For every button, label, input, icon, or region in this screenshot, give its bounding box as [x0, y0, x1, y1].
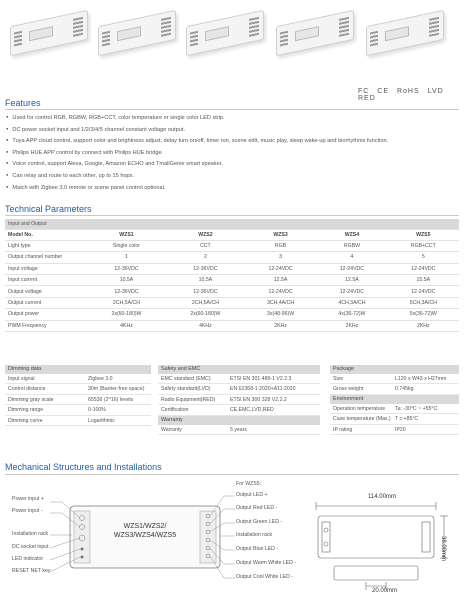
table-cell: 3: [245, 252, 316, 263]
product-image: [186, 10, 264, 57]
table-cell: 12-24VDC: [388, 286, 459, 297]
table-row: [5, 320, 459, 331]
table-cell: 15.5A: [388, 275, 459, 286]
table-row: [5, 263, 459, 274]
spec-row: [5, 395, 151, 405]
safety-box: [158, 365, 320, 435]
table-cell: 12-24VDC: [245, 286, 316, 297]
table-cell: 12-24VDC: [316, 263, 387, 274]
table-row: [5, 240, 459, 251]
table-cell: 12.5A: [245, 275, 316, 286]
table-cell: Light type: [5, 240, 87, 251]
diagram-label: Installation rack: [236, 532, 273, 538]
features-heading: Features: [5, 98, 41, 108]
spec-row: [330, 384, 459, 394]
table-row: [5, 309, 459, 320]
spec-value: 0-100%: [88, 407, 106, 414]
feature-item: ● Used for control RGB, RGBW, RGB+CCT, color temperature or single color LED strip.: [6, 112, 458, 124]
io-header: Input and Output: [5, 219, 459, 229]
spec-label: Gross weight: [333, 386, 364, 393]
spec-label: Dimming range: [8, 407, 44, 414]
table-cell: 12-24VDC: [245, 263, 316, 274]
diagram-device-label: WZS1/WZS2/ WZS3/WZS4/WZS5: [113, 523, 177, 539]
diagram-label: LED indicator: [12, 556, 44, 562]
column-header: WZS4: [316, 229, 387, 240]
spec-row: [5, 374, 151, 384]
spec-row: [330, 404, 459, 414]
table-cell: 5: [388, 252, 459, 263]
feature-item: ● Can relay and route to each other, up to 15 hops.: [6, 170, 458, 182]
feature-item: ● DC power socket input and 1/2/3/4/5 channel constant voltage output.: [6, 124, 458, 136]
table-cell: 4KHz: [166, 320, 245, 331]
certification-icons: [358, 88, 464, 102]
dimension-small: 20.00mm: [372, 588, 398, 594]
spec-label: Dimming curve: [8, 417, 43, 424]
column-header: Model No.: [5, 229, 87, 240]
diagram-header: For WZS5:: [236, 481, 262, 487]
table-cell: 12-24VDC: [316, 286, 387, 297]
dimension-length: 114.00mm: [368, 494, 396, 500]
column-header: WZS5: [388, 229, 459, 240]
table-cell: 2KHz: [245, 320, 316, 331]
table-cell: 10.5A: [166, 275, 245, 286]
table-cell: 4x(36-72)W: [316, 309, 387, 320]
spec-value: 30m (Barrier-free space): [88, 386, 145, 393]
table-cell: 2KHz: [316, 320, 387, 331]
table-cell: 12.5A: [316, 275, 387, 286]
divider: [5, 215, 459, 216]
table-cell: 3x(48-96)W: [245, 309, 316, 320]
spec-value: CE,EMC,LVD,RED: [230, 407, 274, 414]
spec-value: 5 years: [230, 426, 248, 433]
spec-row: [158, 395, 320, 405]
diagram-label: Output Red LED -: [236, 505, 278, 511]
table-cell: 1: [87, 252, 166, 263]
diagram-label: RESET NET key: [12, 568, 51, 574]
table-cell: Single color: [87, 240, 166, 251]
table-cell: 2x(60-180)W: [166, 309, 245, 320]
technical-heading: Technical Parameters: [5, 204, 92, 214]
table-cell: Input voltage: [5, 263, 87, 274]
table-row: [5, 252, 459, 263]
spec-value: T c:+85°C: [395, 416, 419, 423]
table-cell: 2KHz: [388, 320, 459, 331]
spec-row: [158, 405, 320, 415]
table-cell: RGBW: [316, 240, 387, 251]
spec-row: [158, 374, 320, 384]
rohs-icon: RoHS: [396, 88, 420, 95]
divider: [5, 474, 459, 475]
spec-row: [158, 425, 320, 435]
diagram-label: Power input +: [12, 496, 44, 502]
warranty-heading: Warranty: [158, 416, 320, 425]
dimension-drawing: [308, 496, 462, 596]
feature-item: ● Match with Zigbee 3.0 remote or scene panel control optional.: [6, 182, 458, 194]
table-cell: RGB: [245, 240, 316, 251]
table-cell: PWM Frequency: [5, 320, 87, 331]
table-cell: Output current: [5, 297, 87, 308]
table-cell: 12-36VDC: [87, 286, 166, 297]
table-cell: 2x(60-180)W: [87, 309, 166, 320]
spec-label: Control distance: [8, 386, 46, 393]
package-box: [330, 365, 459, 435]
diagram-label: Output Green LED -: [236, 519, 283, 525]
feature-item: ● Tuya APP cloud control, support color and brightness adjust, delay turn on/off, timer run, scene edit, music play, sleep wake-up and biorhythms function.: [6, 135, 458, 147]
product-gallery: [0, 0, 464, 80]
spec-label: Size: [333, 376, 344, 382]
table-cell: 2CH,5A/CH: [166, 297, 245, 308]
table-cell: 5x(36-72)W: [388, 309, 459, 320]
table-cell: Output channel number: [5, 252, 87, 263]
diagram-label: Output Warm White LED -: [236, 560, 297, 566]
table-cell: 12-36VDC: [87, 263, 166, 274]
dimension-height: 38.00mm: [440, 536, 446, 562]
spec-value: Ta: -30°C ~ +55°C: [395, 405, 438, 412]
table-cell: RGB+CCT: [388, 240, 459, 251]
dimming-heading: Dimming data: [5, 365, 151, 374]
spec-label: Safety standard(LVD): [161, 386, 211, 393]
spec-label: Certification: [161, 407, 189, 414]
table-cell: CCT: [166, 240, 245, 251]
spec-value: Zigbee 3.0: [88, 376, 113, 382]
spec-value: ETSI EN 301 489-1 V2.2.3: [230, 376, 292, 382]
table-cell: 3CH,4A/CH: [245, 297, 316, 308]
table-cell: Input current: [5, 275, 87, 286]
spec-label: Dimming gray scale: [8, 396, 54, 403]
spec-row: [5, 384, 151, 394]
table-cell: 5CH,3A/CH: [388, 297, 459, 308]
spec-value: ETSI EN 300 328 V2.2.2: [230, 396, 287, 403]
diagram-label: Output Cool White LED -: [236, 574, 294, 580]
table-cell: 4KHz: [87, 320, 166, 331]
product-image: [366, 10, 444, 57]
spec-value: IP20: [395, 426, 406, 433]
diagram-label: Power input -: [12, 508, 43, 514]
table-row: [5, 286, 459, 297]
features-list: [6, 112, 458, 193]
spec-row: [330, 425, 459, 435]
table-cell: 10.5A: [87, 275, 166, 286]
spec-label: IP rating: [333, 426, 353, 433]
lvd-icon: LVD: [427, 88, 444, 95]
feature-item: ● Philips HUE APP control by connect with Philips HUE bridge.: [6, 147, 458, 159]
table-cell: 12-36VDC: [166, 263, 245, 274]
column-header: WZS2: [166, 229, 245, 240]
environment-heading: Environment: [330, 395, 459, 404]
diagram-label: Installation rack: [12, 531, 49, 537]
table-cell: 4: [316, 252, 387, 263]
table-cell: Output voltage: [5, 286, 87, 297]
dimming-box: [5, 365, 151, 426]
spec-value: Logarithmic: [88, 417, 115, 424]
table-cell: 12-36VDC: [166, 286, 245, 297]
spec-label: EMC standard (EMC): [161, 376, 211, 382]
spec-value: L120 x W43 x H27mm: [395, 376, 447, 382]
spec-value: 0.745kg: [395, 386, 414, 393]
safety-heading: Safety and EMC: [158, 365, 320, 374]
spec-label: Radio Equipment(RED): [161, 396, 216, 403]
table-row: [5, 297, 459, 308]
fc-icon: FC: [358, 88, 370, 95]
spec-row: [158, 384, 320, 394]
table-header-row: [5, 229, 459, 240]
package-heading: Package: [330, 365, 459, 374]
feature-item: ● Voice control, support Alexa, Google, Amazon ECHO and TmallGenie smart speaker.: [6, 158, 458, 170]
spec-value: EN 62368-1:2020+A11:2020: [230, 386, 296, 393]
table-cell: 4CH,3A/CH: [316, 297, 387, 308]
table-cell: Output power: [5, 309, 87, 320]
table-cell: 2: [166, 252, 245, 263]
table-cell: 12-24VDC: [388, 263, 459, 274]
diagram-label: Output LED +: [236, 492, 268, 498]
diagram-label: Output Blue LED -: [236, 546, 279, 552]
spec-label: Case temperature (Max.): [333, 416, 391, 423]
product-image: [276, 10, 354, 57]
table-cell: 2CH,5A/CH: [87, 297, 166, 308]
spec-label: Operation temperature: [333, 405, 386, 412]
diagram-label: DC socket input: [12, 544, 49, 550]
mechanical-heading: Mechanical Structures and Installations: [5, 462, 162, 472]
spec-row: [5, 405, 151, 415]
divider: [5, 109, 459, 110]
column-header: WZS1: [87, 229, 166, 240]
spec-label: Input signal: [8, 376, 35, 382]
table-row: [5, 275, 459, 286]
red-icon: RED: [358, 95, 376, 102]
ce-icon: CE: [377, 88, 390, 95]
spec-label: Warranty: [161, 426, 182, 433]
product-image: [10, 10, 88, 57]
spec-row: [330, 414, 459, 424]
spec-value: 65536 (2^16) levels: [88, 396, 134, 403]
column-header: WZS3: [245, 229, 316, 240]
product-image: [98, 10, 176, 57]
spec-row: [330, 374, 459, 384]
parameters-table: [5, 219, 459, 332]
spec-row: [5, 416, 151, 426]
